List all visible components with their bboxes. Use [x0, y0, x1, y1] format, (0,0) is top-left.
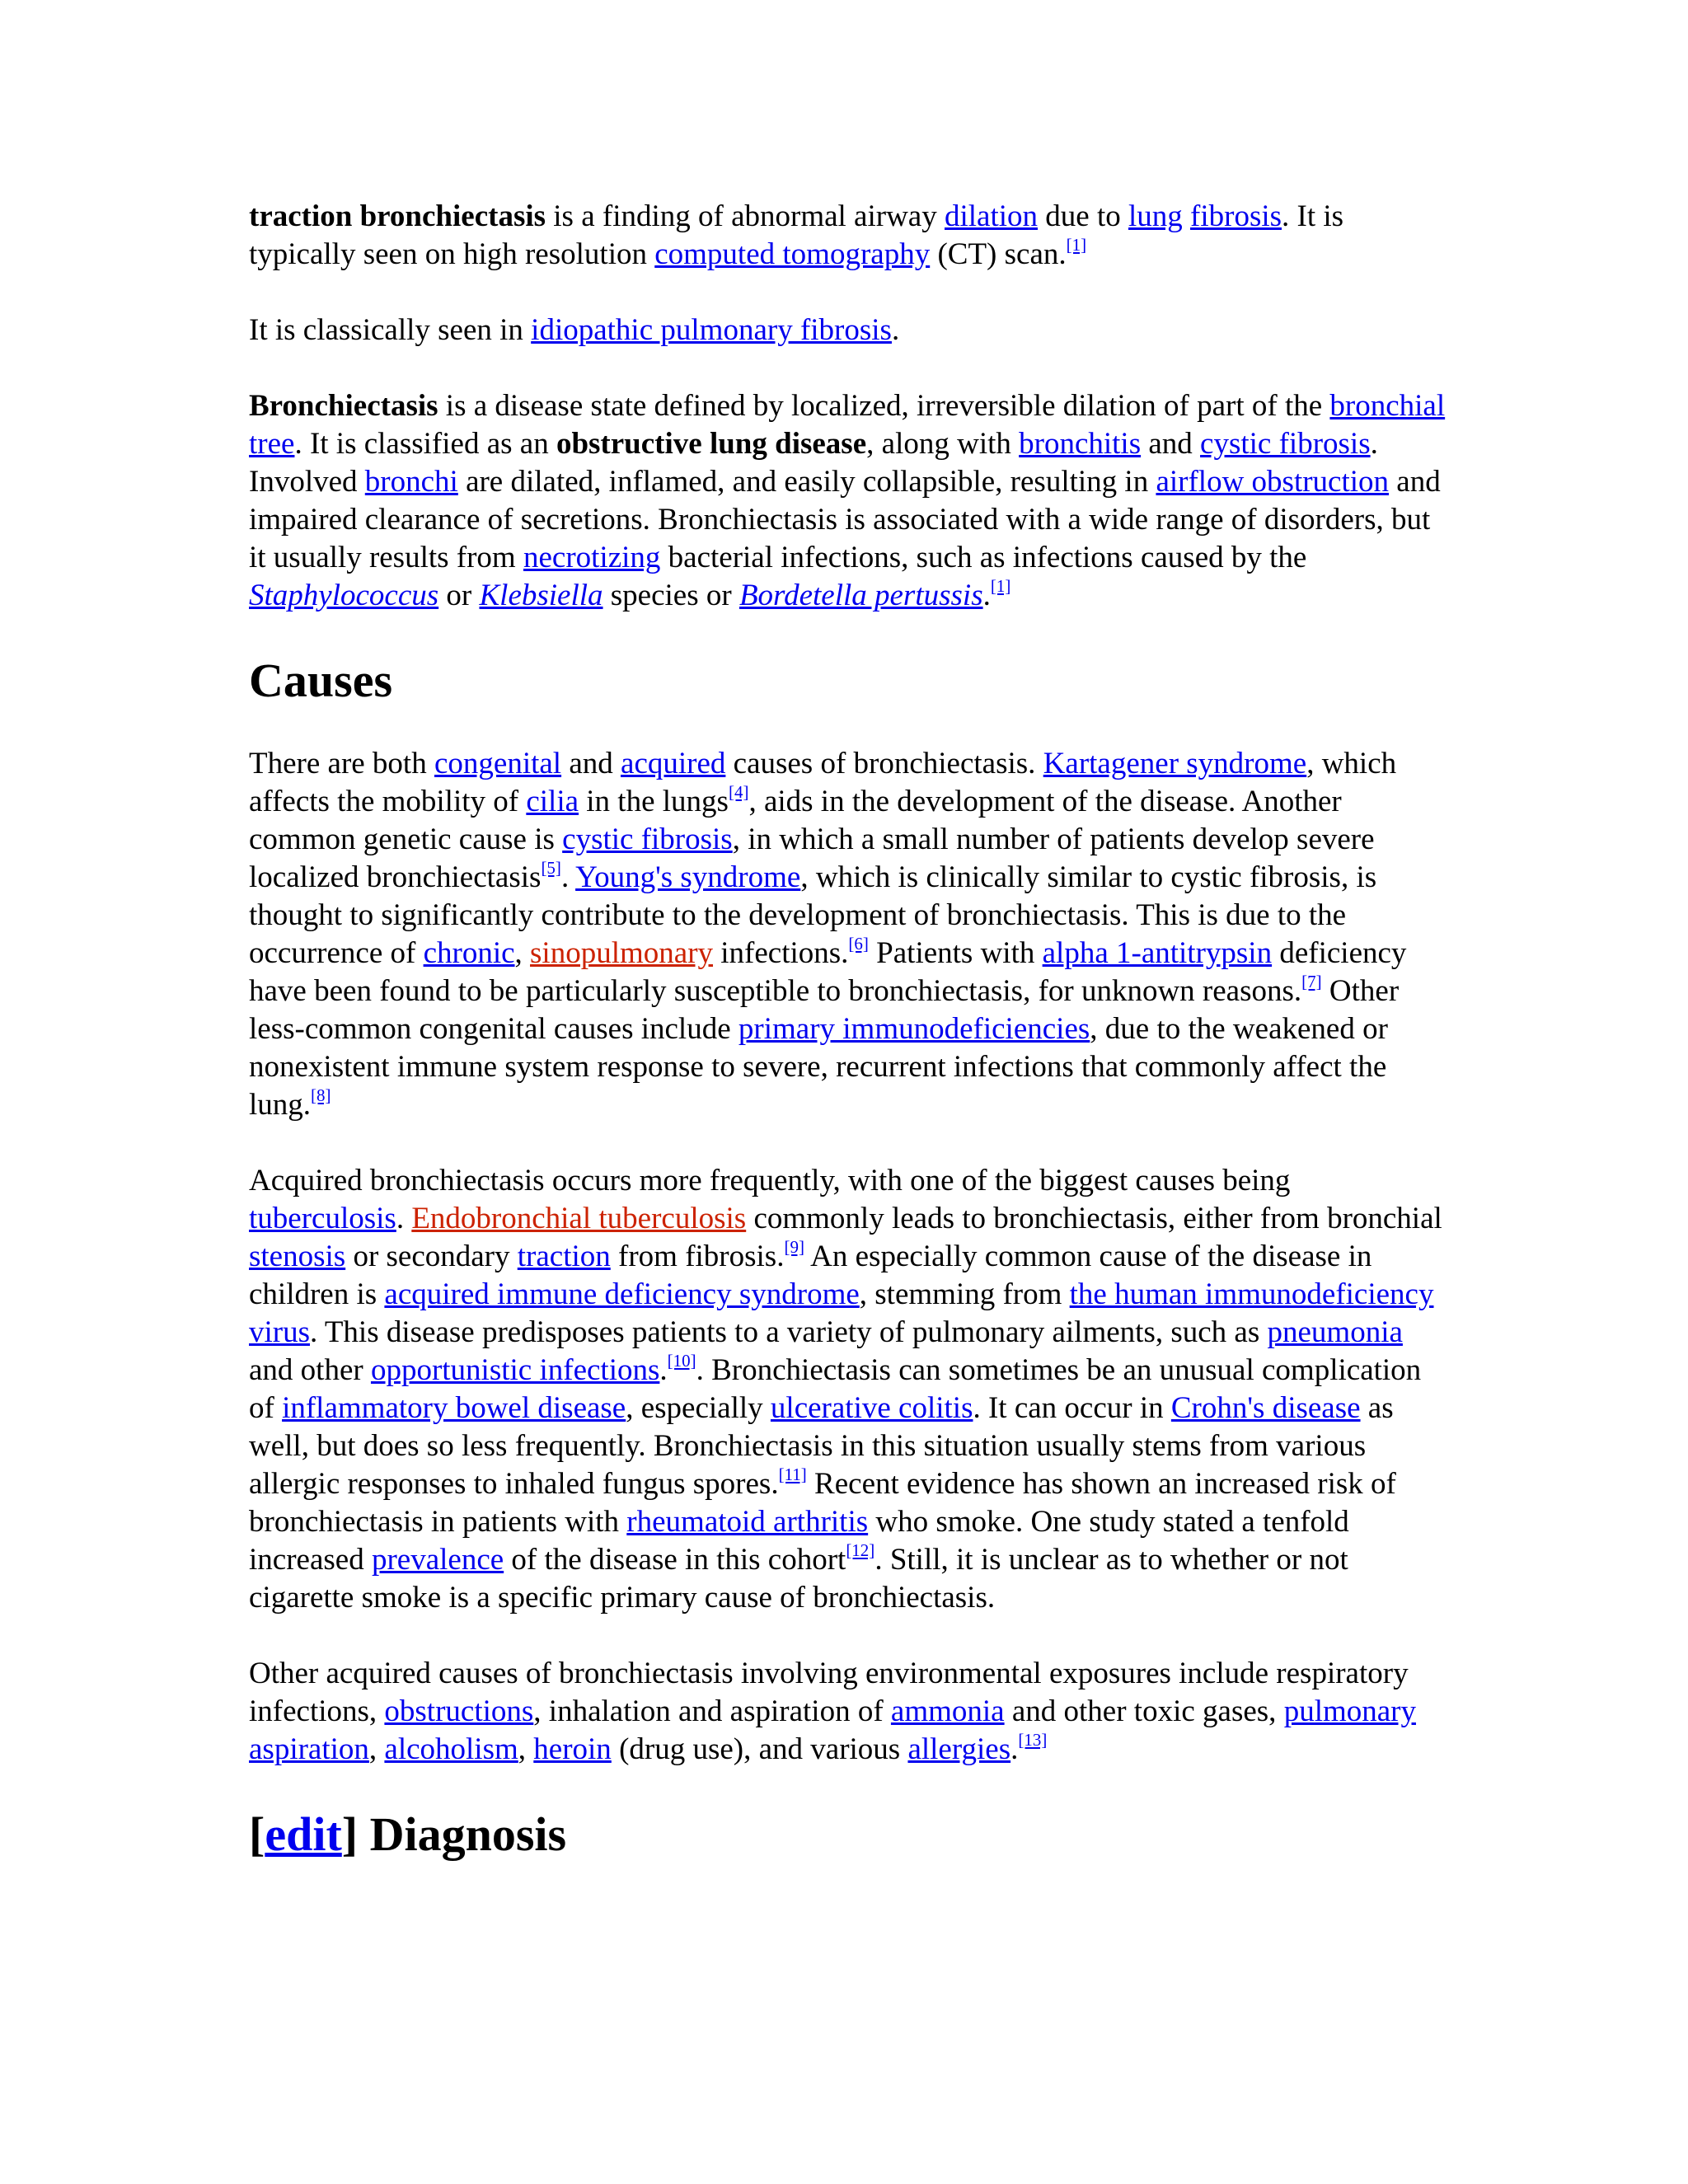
section-heading-diagnosis: [edit] Diagnosis	[249, 1807, 567, 1861]
link-aids[interactable]: acquired immune deficiency syndrome	[384, 1277, 860, 1311]
link-ulcerative-colitis[interactable]: ulcerative colitis	[770, 1391, 973, 1425]
link-dilation[interactable]: dilation	[944, 199, 1039, 233]
link-necrotizing[interactable]: necrotizing	[523, 541, 661, 574]
citation-1[interactable]: [1]	[1066, 235, 1087, 255]
link-stenosis[interactable]: stenosis	[249, 1240, 346, 1273]
article-body	[249, 198, 1452, 1899]
link-bronchitis[interactable]: bronchitis	[1019, 427, 1142, 461]
citation-10[interactable]: [10]	[667, 1351, 696, 1371]
link-computed-tomography[interactable]: computed tomography	[654, 237, 931, 271]
citation-12[interactable]: [12]	[846, 1540, 875, 1560]
link-fibrosis[interactable]: fibrosis	[1190, 199, 1282, 233]
link-endobronchial-tuberculosis[interactable]: Endobronchial tuberculosis	[411, 1202, 747, 1235]
definition-paragraph: Bronchiectasis is a disease state defined by localized, irreversible dilation of part of the bronchial tree. It is classified as an obstructive lung disease, along with bronchitis and cystic fibrosis. Involved bronchi are dilated, inflamed, and easily collapsible, resulting in airflow obstruction and impaired clearance of secretions. Bronchiectasis is associated with a wide range of disorders, but it usually results from necrotizing bacterial infections, such as infections caused by the Staphylococcus or Klebsiella species or Bordetella pertussis.[1]	[249, 389, 1446, 612]
link-congenital[interactable]: congenital	[434, 747, 562, 780]
link-pulmonary-aspiration[interactable]: pulmonary aspiration	[249, 1694, 1416, 1766]
link-heroin[interactable]: heroin	[533, 1732, 612, 1766]
congenital-causes-paragraph: There are both congenital and acquired causes of bronchiectasis. Kartagener syndrome, which affects the mobility of cilia in the lungs[4], aids in the development of the disease. Another common genetic cause is cystic fibrosis, in which a small number of patients develop severe localized bronchiectasis[5]. Young's syndrome, which is clinically similar to cystic fibrosis, is thought to significantly contribute to the development of bronchiectasis. This is due to the occurrence of chronic, sinopulmonary infections.[6] Patients with alpha 1-antitrypsin deficiency have been found to be particularly susceptible to bronchiectasis, for unknown reasons.[7] Other less-common congenital causes include primary immunodeficiencies, due to the weakened or nonexistent immune system response to severe, recurrent infections that commonly affect the lung.[8]	[249, 747, 1407, 1122]
citation-4[interactable]: [4]	[728, 782, 749, 802]
link-airflow-obstruction[interactable]: airflow obstruction	[1156, 465, 1390, 499]
citation-9[interactable]: [9]	[784, 1237, 804, 1257]
citation-6[interactable]: [6]	[848, 934, 869, 954]
environmental-causes-paragraph: Other acquired causes of bronchiectasis involving environmental exposures include respiratory infections, obstructions, inhalation and aspiration of ammonia and other toxic gases, pulmonary aspiration, alcoholism, heroin (drug use), and various allergies.[13]	[249, 1657, 1416, 1766]
link-allergies[interactable]: allergies	[907, 1732, 1011, 1766]
link-staphylococcus[interactable]: Staphylococcus	[249, 579, 439, 612]
link-chronic[interactable]: chronic	[423, 936, 515, 970]
link-youngs-syndrome[interactable]: Young's syndrome	[575, 860, 801, 894]
intro-paragraph: traction bronchiectasis is a finding of abnormal airway dilation due to lung fibrosis. It is typically seen on high resolution computed tomography (CT) scan.[1]	[249, 199, 1344, 271]
link-lung[interactable]: lung	[1128, 199, 1183, 233]
link-idiopathic-pulmonary-fibrosis[interactable]: idiopathic pulmonary fibrosis	[531, 313, 892, 347]
link-alpha-1-antitrypsin[interactable]: alpha 1-antitrypsin	[1042, 936, 1273, 970]
link-primary-immunodeficiencies[interactable]: primary immunodeficiencies	[738, 1012, 1090, 1046]
link-prevalence[interactable]: prevalence	[371, 1543, 504, 1577]
citation-1[interactable]: [1]	[990, 576, 1011, 596]
link-traction[interactable]: traction	[517, 1240, 611, 1273]
ipf-paragraph: It is classically seen in idiopathic pulmonary fibrosis.	[249, 313, 900, 347]
citation-11[interactable]: [11]	[778, 1465, 807, 1484]
link-bordetella-pertussis[interactable]: Bordetella pertussis	[738, 579, 983, 612]
link-sinopulmonary[interactable]: sinopulmonary	[530, 936, 714, 970]
link-opportunistic-infections[interactable]: opportunistic infections	[370, 1353, 660, 1387]
citation-5[interactable]: [5]	[541, 858, 561, 878]
link-klebsiella[interactable]: Klebsiella	[479, 579, 603, 612]
link-crohns-disease[interactable]: Crohn's disease	[1170, 1391, 1361, 1425]
edit-section-link[interactable]: edit	[265, 1807, 342, 1861]
term-bold: traction bronchiectasis	[249, 199, 546, 233]
acquired-causes-paragraph: Acquired bronchiectasis occurs more frequently, with one of the biggest causes being tuberculosis. Endobronchial tuberculosis commonly leads to bronchiectasis, either from bronchial stenosis or secondary traction from fibrosis.[9] An especially common cause of the disease in children is acquired immune deficiency syndrome, stemming from the human immunodeficiency virus. This disease predisposes patients to a variety of pulmonary ailments, such as pneumonia and other opportunistic infections.[10]. Bronchiectasis can sometimes be an unusual complication of inflammatory bowel disease, especially ulcerative colitis. It can occur in Crohn's disease as well, but does so less frequently. Bronchiectasis in this situation usually stems from various allergic responses to inhaled fungus spores.[11] Recent evidence has shown an increased risk of bronchiectasis in patients with rheumatoid arthritis who smoke. One study stated a tenfold increased prevalence of the disease in this cohort[12]. Still, it is unclear as to whether or not cigarette smoke is a specific primary cause of bronchiectasis.	[249, 1164, 1442, 1615]
citation-8[interactable]: [8]	[311, 1085, 331, 1105]
citation-13[interactable]: [13]	[1018, 1730, 1048, 1750]
link-cilia[interactable]: cilia	[526, 785, 579, 818]
link-bronchial-tree[interactable]: bronchial tree	[249, 389, 1446, 461]
citation-7[interactable]: [7]	[1301, 972, 1322, 991]
section-heading-causes: Causes	[249, 654, 393, 707]
link-ammonia[interactable]: ammonia	[890, 1694, 1005, 1728]
link-tuberculosis[interactable]: tuberculosis	[249, 1202, 396, 1235]
link-bronchi[interactable]: bronchi	[364, 465, 458, 499]
link-acquired[interactable]: acquired	[621, 747, 726, 780]
link-rheumatoid-arthritis[interactable]: rheumatoid arthritis	[626, 1505, 869, 1539]
link-hiv[interactable]: the human immunodeficiency virus	[249, 1277, 1434, 1349]
link-pneumonia[interactable]: pneumonia	[1267, 1315, 1403, 1349]
link-kartagener-syndrome[interactable]: Kartagener syndrome	[1043, 747, 1307, 780]
link-alcoholism[interactable]: alcoholism	[384, 1732, 518, 1766]
link-cystic-fibrosis[interactable]: cystic fibrosis	[562, 823, 733, 856]
link-obstructions[interactable]: obstructions	[384, 1694, 534, 1728]
link-cystic-fibrosis[interactable]: cystic fibrosis	[1200, 427, 1371, 461]
link-inflammatory-bowel-disease[interactable]: inflammatory bowel disease	[282, 1391, 626, 1425]
